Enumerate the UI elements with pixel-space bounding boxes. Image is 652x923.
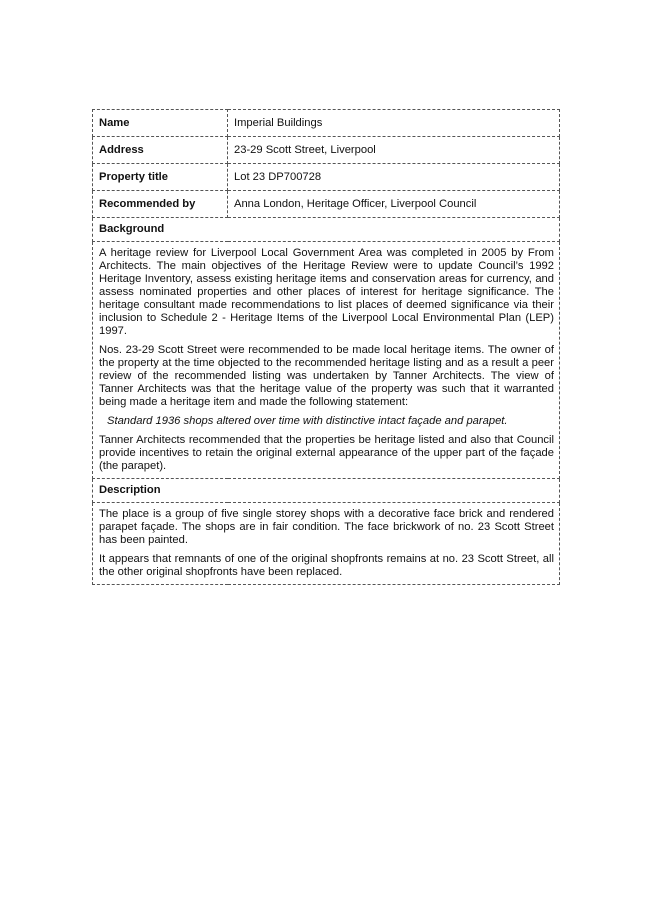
background-paragraph: A heritage review for Liverpool Local Government Area was completed in 2005 by From Architects. The main objectives of the Heritage Review were to update Council’s 1992 Heritage Inventory, assess existing heritage items and conservation areas for currency, and assess nominated properties and other places of interest for heritage significance. The heritage consultant made recommendations to list places of deemed significance via their inclusion to Schedule 2 - Heritage Items of the Liverpool Local Environmental Plan (LEP) 1997. xyxy=(99,247,554,337)
background-quote: Standard 1936 shops altered over time with distinctive intact façade and parapet. xyxy=(107,415,508,427)
background-paragraph: Nos. 23-29 Scott Street were recommended to be made local heritage items. The owner of the property at the time objected to the recommended heritage listing and as a result a peer review of the recommended listing was undertaken by Tanner Architects. The view of Tanner Architects was that the heritage value of the property was such that it warranted being made a heritage item and made the following statement: xyxy=(99,344,554,408)
background-heading: Background xyxy=(93,218,560,242)
field-value: Lot 23 DP700728 xyxy=(228,164,560,191)
description-body xyxy=(93,503,560,585)
field-value: 23-29 Scott Street, Liverpool xyxy=(228,137,560,164)
field-label: Name xyxy=(93,110,228,137)
field-label: Property title xyxy=(93,164,228,191)
field-value: Anna London, Heritage Officer, Liverpool Council xyxy=(228,191,560,218)
field-row-recommended-by xyxy=(93,191,560,218)
description-paragraph: The place is a group of five single storey shops with a decorative face brick and rendered parapet façade. The shops are in fair condition. The face brickwork of no. 23 Scott Street has been painted. xyxy=(99,508,554,546)
field-row-address xyxy=(93,137,560,164)
field-row-name xyxy=(93,110,560,137)
field-value: Imperial Buildings xyxy=(228,110,560,137)
description-heading: Description xyxy=(93,479,560,503)
background-heading-row xyxy=(93,218,560,242)
background-body xyxy=(93,242,560,479)
description-paragraph: It appears that remnants of one of the original shopfronts remains at no. 23 Scott Street, all the other original shopfronts have been replaced. xyxy=(99,553,554,578)
heritage-item-table xyxy=(92,109,560,585)
description-body-row xyxy=(93,503,560,585)
description-heading-row xyxy=(93,479,560,503)
field-label: Recommended by xyxy=(93,191,228,218)
background-paragraph: Tanner Architects recommended that the properties be heritage listed and also that Council provide incentives to retain the original external appearance of the upper part of the façade (the parapet). xyxy=(99,434,554,472)
field-label: Address xyxy=(93,137,228,164)
field-row-property-title xyxy=(93,164,560,191)
background-body-row xyxy=(93,242,560,479)
